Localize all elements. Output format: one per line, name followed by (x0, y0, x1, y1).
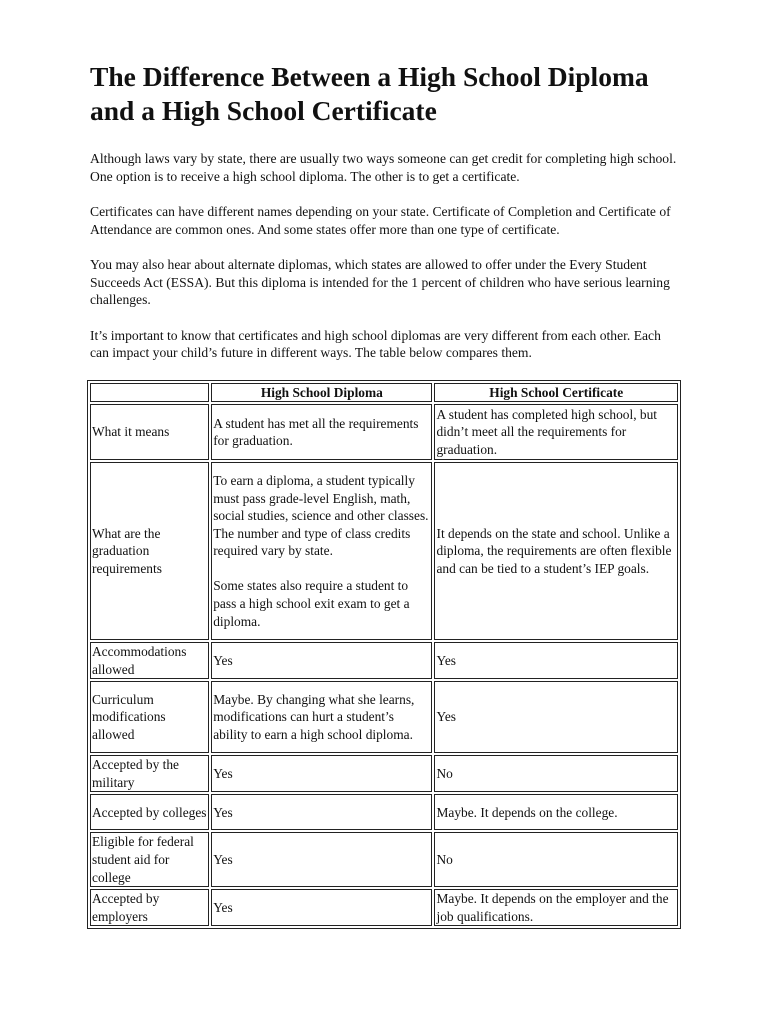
table-row (90, 642, 678, 679)
certificate-cell: Yes (434, 642, 678, 679)
table-row (90, 462, 678, 640)
row-label: Accepted by colleges (90, 794, 209, 830)
table-row (90, 889, 678, 926)
certificate-cell: No (434, 832, 678, 887)
table-row (90, 832, 678, 887)
diploma-cell: Maybe. By changing what she learns, modifications can hurt a student’s ability to earn a high school diploma. (211, 681, 432, 753)
row-label: What it means (90, 404, 209, 460)
diploma-cell: Yes (211, 642, 432, 679)
table-row (90, 681, 678, 753)
diploma-cell (211, 462, 432, 640)
alternate-diplomas-paragraph: You may also hear about alternate diplomas, which states are allowed to offer under the Every Student Succeeds Act (ESSA). But this diploma is intended for the 1 percent of children who have serious learning challenges. (90, 257, 670, 307)
diploma-cell: A student has met all the requirements for graduation. (211, 404, 432, 460)
certificates-paragraph: Certificates can have different names depending on your state. Certificate of Completion and Certificate of Attendance are common ones. And some states offer more than one type of certificate. (90, 204, 671, 237)
row-label: Accepted by employers (90, 889, 209, 926)
table-header-row (90, 383, 678, 403)
row-label: Accommodations allowed (90, 642, 209, 679)
comparison-intro-paragraph: It’s important to know that certificates and high school diplomas are very different from each other. Each can impact your child’s future in different ways. The table below compares them. (90, 327, 661, 360)
document-page (90, 60, 682, 929)
certificate-cell: A student has completed high school, but didn’t meet all the requirements for graduation. (434, 404, 678, 460)
table-header-diploma: High School Diploma (211, 383, 432, 403)
certificate-cell: It depends on the state and school. Unlike a diploma, the requirements are often flexible and can be tied to a student’s IEP goals. (434, 462, 678, 640)
diploma-extra-text: Some states also require a student to pass a high school exit exam to get a diploma. (213, 578, 410, 629)
row-label: Eligible for federal student aid for college (90, 832, 209, 887)
page-title: The Difference Between a High School Diploma and a High School Certificate (90, 61, 649, 126)
row-label: Curriculum modifications allowed (90, 681, 209, 753)
diploma-text: To earn a diploma, a student typically must pass grade-level English, math, social studies, science and other classes. The number and type of class credits required vary by state. (213, 472, 429, 559)
comparison-table (87, 380, 681, 930)
diploma-cell: Yes (211, 794, 432, 830)
table-row (90, 404, 678, 460)
certificate-cell: Maybe. It depends on the employer and the job qualifications. (434, 889, 678, 926)
table-row (90, 794, 678, 830)
row-label: What are the graduation requirements (90, 462, 209, 640)
row-label: Accepted by the military (90, 755, 209, 792)
certificate-cell: Yes (434, 681, 678, 753)
intro-paragraph: Although laws vary by state, there are usually two ways someone can get credit for completing high school. One option is to receive a high school diploma. The other is to get a certificate. (90, 151, 677, 184)
table-header-blank (90, 383, 209, 403)
diploma-cell: Yes (211, 755, 432, 792)
diploma-cell: Yes (211, 889, 432, 926)
certificate-cell: Maybe. It depends on the college. (434, 794, 678, 830)
table-row (90, 755, 678, 792)
table-header-certificate: High School Certificate (434, 383, 678, 403)
certificate-cell: No (434, 755, 678, 792)
diploma-cell: Yes (211, 832, 432, 887)
